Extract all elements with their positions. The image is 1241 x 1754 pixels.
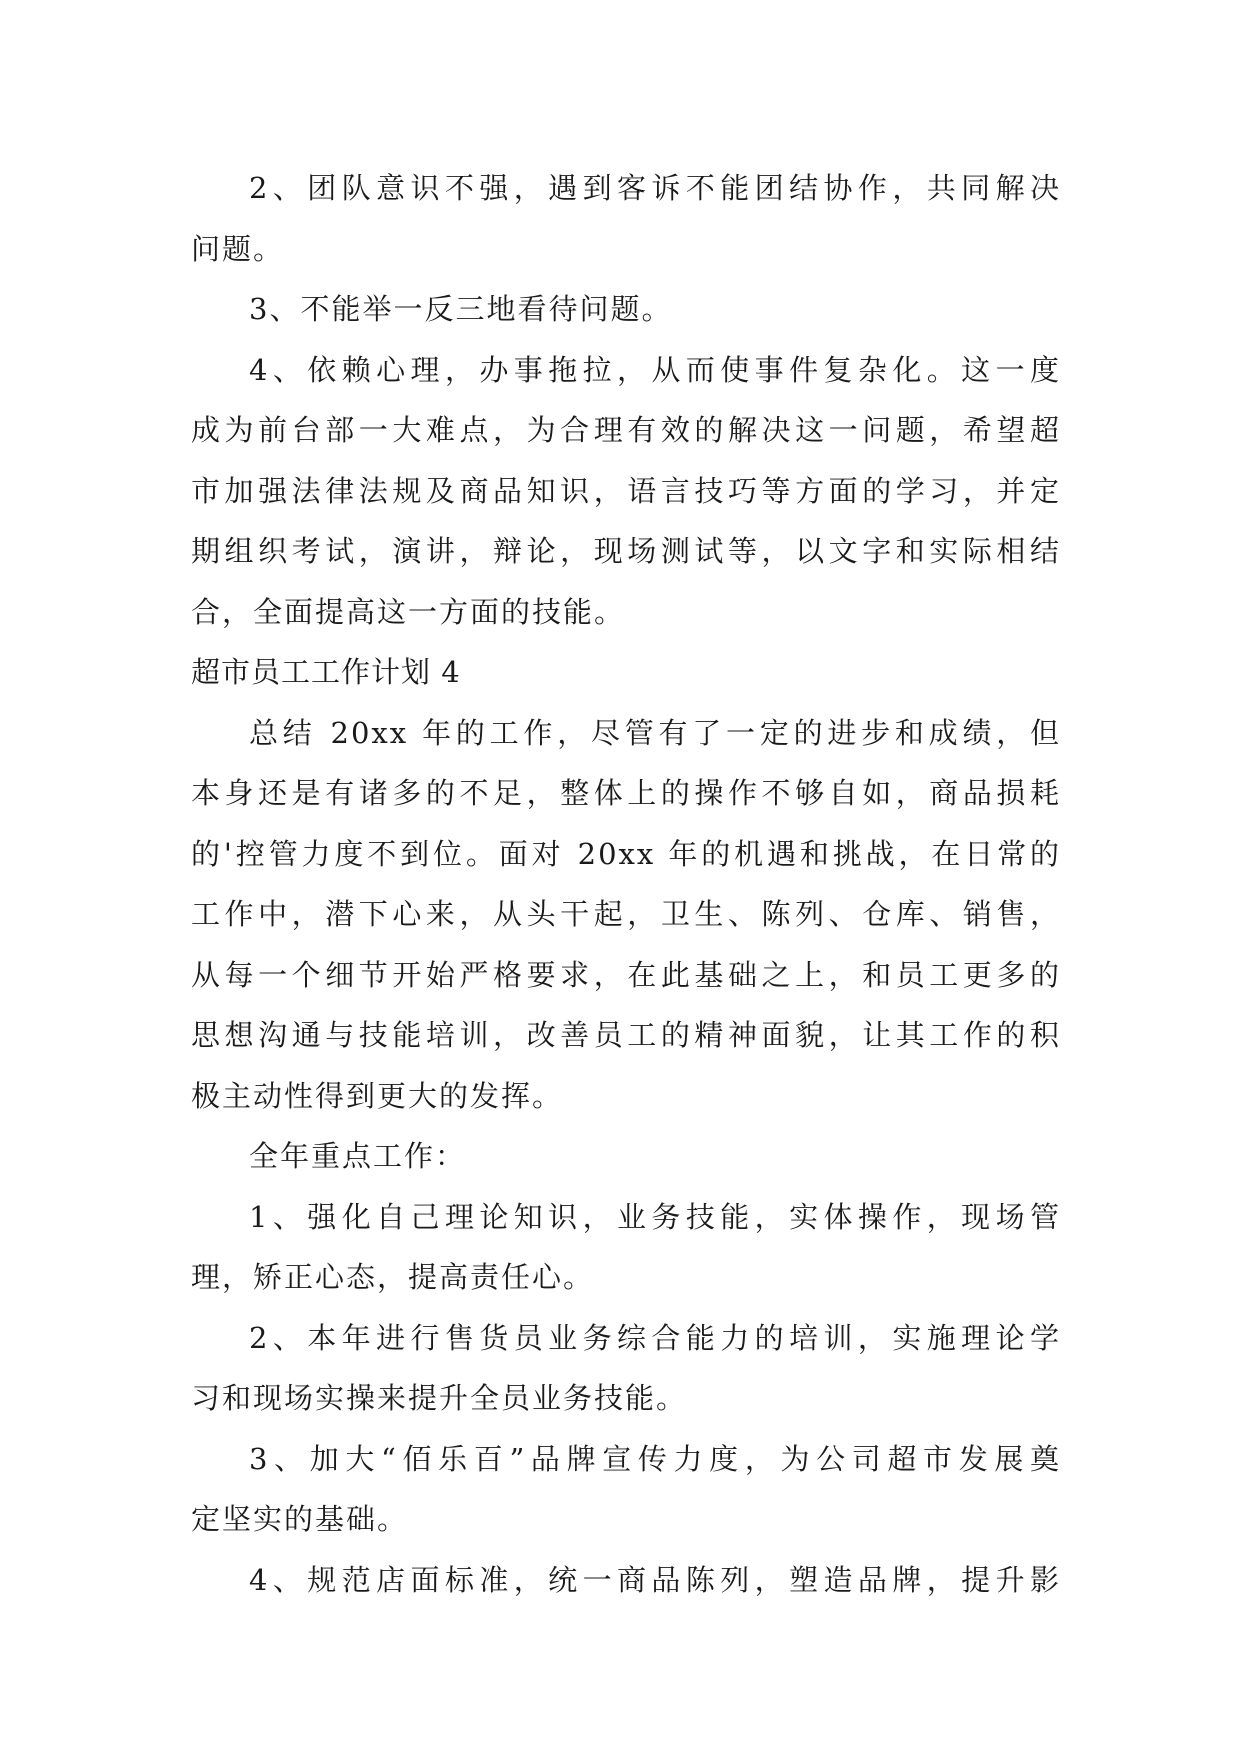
text-line: 工作中，潜下心来，从头干起，卫生、陈列、仓库、销售， bbox=[191, 897, 1061, 931]
text-line: 合，全面提高这一方面的技能。 bbox=[191, 594, 626, 629]
text-line: 问题。 bbox=[191, 231, 285, 266]
text-line: 2、本年进行售货员业务综合能力的培训，实施理论学 bbox=[249, 1320, 1061, 1355]
text-line: 成为前台部一大难点，为合理有效的解决这一问题，希望超 bbox=[191, 413, 1061, 447]
text-line: 市加强法律法规及商品知识，语言技巧等方面的学习，并定 bbox=[191, 473, 1061, 508]
text-line: 4、依赖心理，办事拖拉，从而使事件复杂化。这一度 bbox=[249, 352, 1061, 387]
text-line: 理，矫正心态，提高责任心。 bbox=[191, 1260, 595, 1294]
text-line: 的'控管力度不到位。面对 20xx 年的机遇和挑战，在日常的 bbox=[191, 836, 1061, 871]
text-line: 定坚实的基础。 bbox=[191, 1502, 409, 1536]
text-line: 思想沟通与技能培训，改善员工的精神面貌，让其工作的积 bbox=[191, 1018, 1061, 1052]
text-line: 总结 20xx 年的工作，尽管有了一定的进步和成绩，但 bbox=[249, 715, 1061, 750]
text-line: 极主动性得到更大的发挥。 bbox=[191, 1078, 564, 1113]
text-line: 习和现场实操来提升全员业务技能。 bbox=[191, 1381, 688, 1415]
text-line: 2、团队意识不强，遇到客诉不能团结协作，共同解决 bbox=[249, 171, 1061, 205]
text-line: 期组织考试，演讲，辩论，现场测试等，以文字和实际相结 bbox=[191, 534, 1061, 568]
text-line: 1、强化自己理论知识，业务技能，实体操作，现场管 bbox=[249, 1199, 1061, 1234]
document-body bbox=[191, 158, 1061, 1610]
section-heading: 超市员工工作计划 4 bbox=[191, 655, 461, 689]
text-line: 3、不能举一反三地看待问题。 bbox=[249, 292, 673, 326]
text-line: 本身还是有诸多的不足，整体上的操作不够自如，商品损耗 bbox=[191, 776, 1061, 810]
text-line: 全年重点工作： bbox=[249, 1139, 467, 1173]
text-line: 4、规范店面标准，统一商品陈列，塑造品牌，提升影 bbox=[249, 1562, 1061, 1597]
text-line: 3、加大“佰乐百”品牌宣传力度，为公司超市发展奠 bbox=[249, 1441, 1061, 1476]
text-line: 从每一个细节开始严格要求，在此基础之上，和员工更多的 bbox=[191, 957, 1061, 992]
